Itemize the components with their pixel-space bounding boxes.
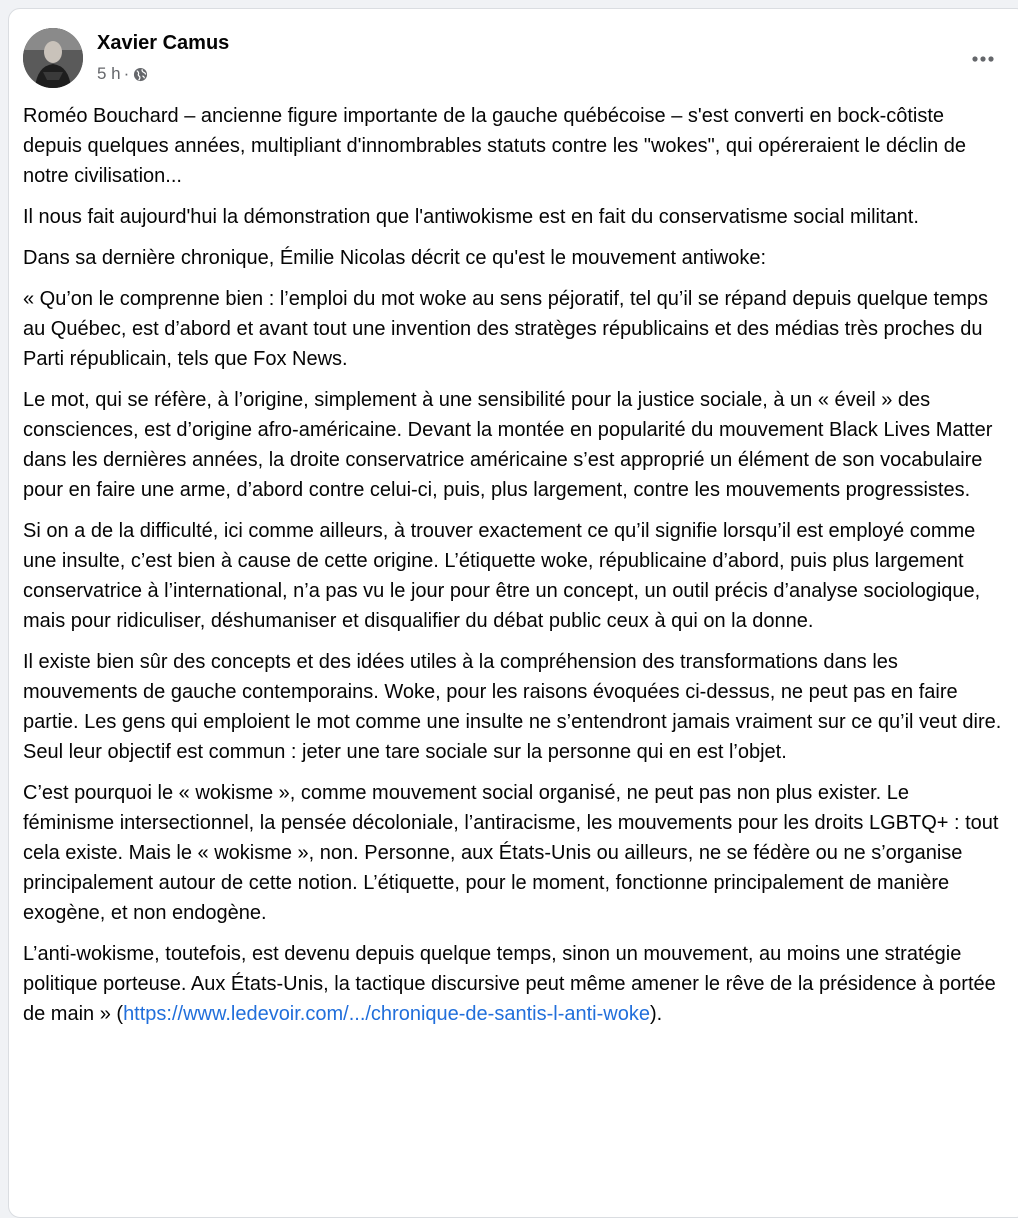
article-link[interactable]: https://www.ledevoir.com/.../chronique-de-santis-l-anti-woke — [123, 1003, 650, 1025]
last-paragraph-text: L’anti-wokisme, toutefois, est devenu depuis quelque temps, sinon un mouvement, au moins une stratégie politique porteuse. Aux États-Unis, la tactique discursive peut même amener le rêve de la présidence à portée de main » ( — [23, 943, 996, 1025]
paragraph: Roméo Bouchard – ancienne figure importante de la gauche québécoise – s'est converti en bock-côtiste depuis quelques années, multipliant d'innombrables statuts contre les "wokes", qui opéreraient le déclin de notre civilisation... — [23, 105, 967, 187]
post-card — [8, 8, 1018, 1218]
more-options-icon — [971, 55, 995, 63]
post-header — [23, 28, 1003, 92]
paragraph: « Qu’on le comprenne bien : l’emploi du mot woke au sens péjoratif, tel qu’il se répand depuis quelque temps au Québec, est d’abord et avant tout une invention des stratèges républicains et des médias très proches du Parti républicain, tels que Fox News. — [23, 288, 989, 370]
paragraph: C’est pourquoi le « wokisme », comme mouvement social organisé, ne peut pas non plus exister. Le féminisme intersectionnel, la pensée décoloniale, l’antiracisme, les mouvements pour les droits LGBTQ+ : tout cela existe. Mais le « wokisme », non. Personne, aux États-Unis ou ailleurs, ne se fédère ou ne s’organise principalement autour de cette notion. L’étiquette, pour le moment, fonctionne principalement de manière exogène, et non endogène. — [23, 782, 999, 924]
globe-icon — [133, 67, 148, 82]
post-timestamp[interactable]: 5 h — [97, 64, 121, 83]
paragraph: Si on a de la difficulté, ici comme ailleurs, à trouver exactement ce qu’il signifie lorsqu’il est employé comme une insulte, c’est bien à cause de cette origine. L’étiquette woke, républicaine d’abord, puis plus largement conservatrice à l’international, n’a pas vu le jour pour être un concept, un outil précis d’analyse sociologique, mais pour ridiculiser, déshumaniser et disqualifier du débat public ceux à qui on la donne. — [23, 520, 981, 632]
paragraph: Dans sa dernière chronique, Émilie Nicolas décrit ce qu'est le mouvement antiwoke: — [23, 247, 767, 269]
post-meta — [97, 64, 148, 84]
post-text — [23, 101, 1003, 1040]
avatar-photo — [23, 28, 83, 88]
paragraph: Le mot, qui se réfère, à l’origine, simplement à une sensibilité pour la justice sociale, à un « éveil » des consciences, est d’origine afro-américaine. Devant la montée en popularité du mouvement Black Lives Matter dans les dernières années, la droite conservatrice américaine s’est approprié un élément de son vocabulaire pour en faire une arme, d’abord contre celui-ci, puis, plus largement, contre les mouvements progressistes. — [23, 389, 993, 501]
author-name[interactable]: Xavier Camus — [97, 32, 230, 54]
avatar[interactable] — [23, 28, 83, 88]
meta-separator: · — [123, 64, 130, 83]
paragraph: Il existe bien sûr des concepts et des idées utiles à la compréhension des transformations dans les mouvements de gauche contemporains. Woke, pour les raisons évoquées ci-dessus, ne peut pas en faire partie. Les gens qui emploient le mot comme une insulte ne s’entendront jamais vraiment sur ce qu’il veut dire. Seul leur objectif est commun : jeter une tare sociale sur la personne qui en est l’objet. — [23, 651, 1002, 763]
more-options-button[interactable] — [963, 44, 1003, 74]
last-paragraph — [23, 939, 1003, 1029]
paragraph: Il nous fait aujourd'hui la démonstration que l'antiwokisme est en fait du conservatisme social militant. — [23, 206, 919, 228]
last-paragraph-suffix: ). — [649, 1003, 663, 1025]
